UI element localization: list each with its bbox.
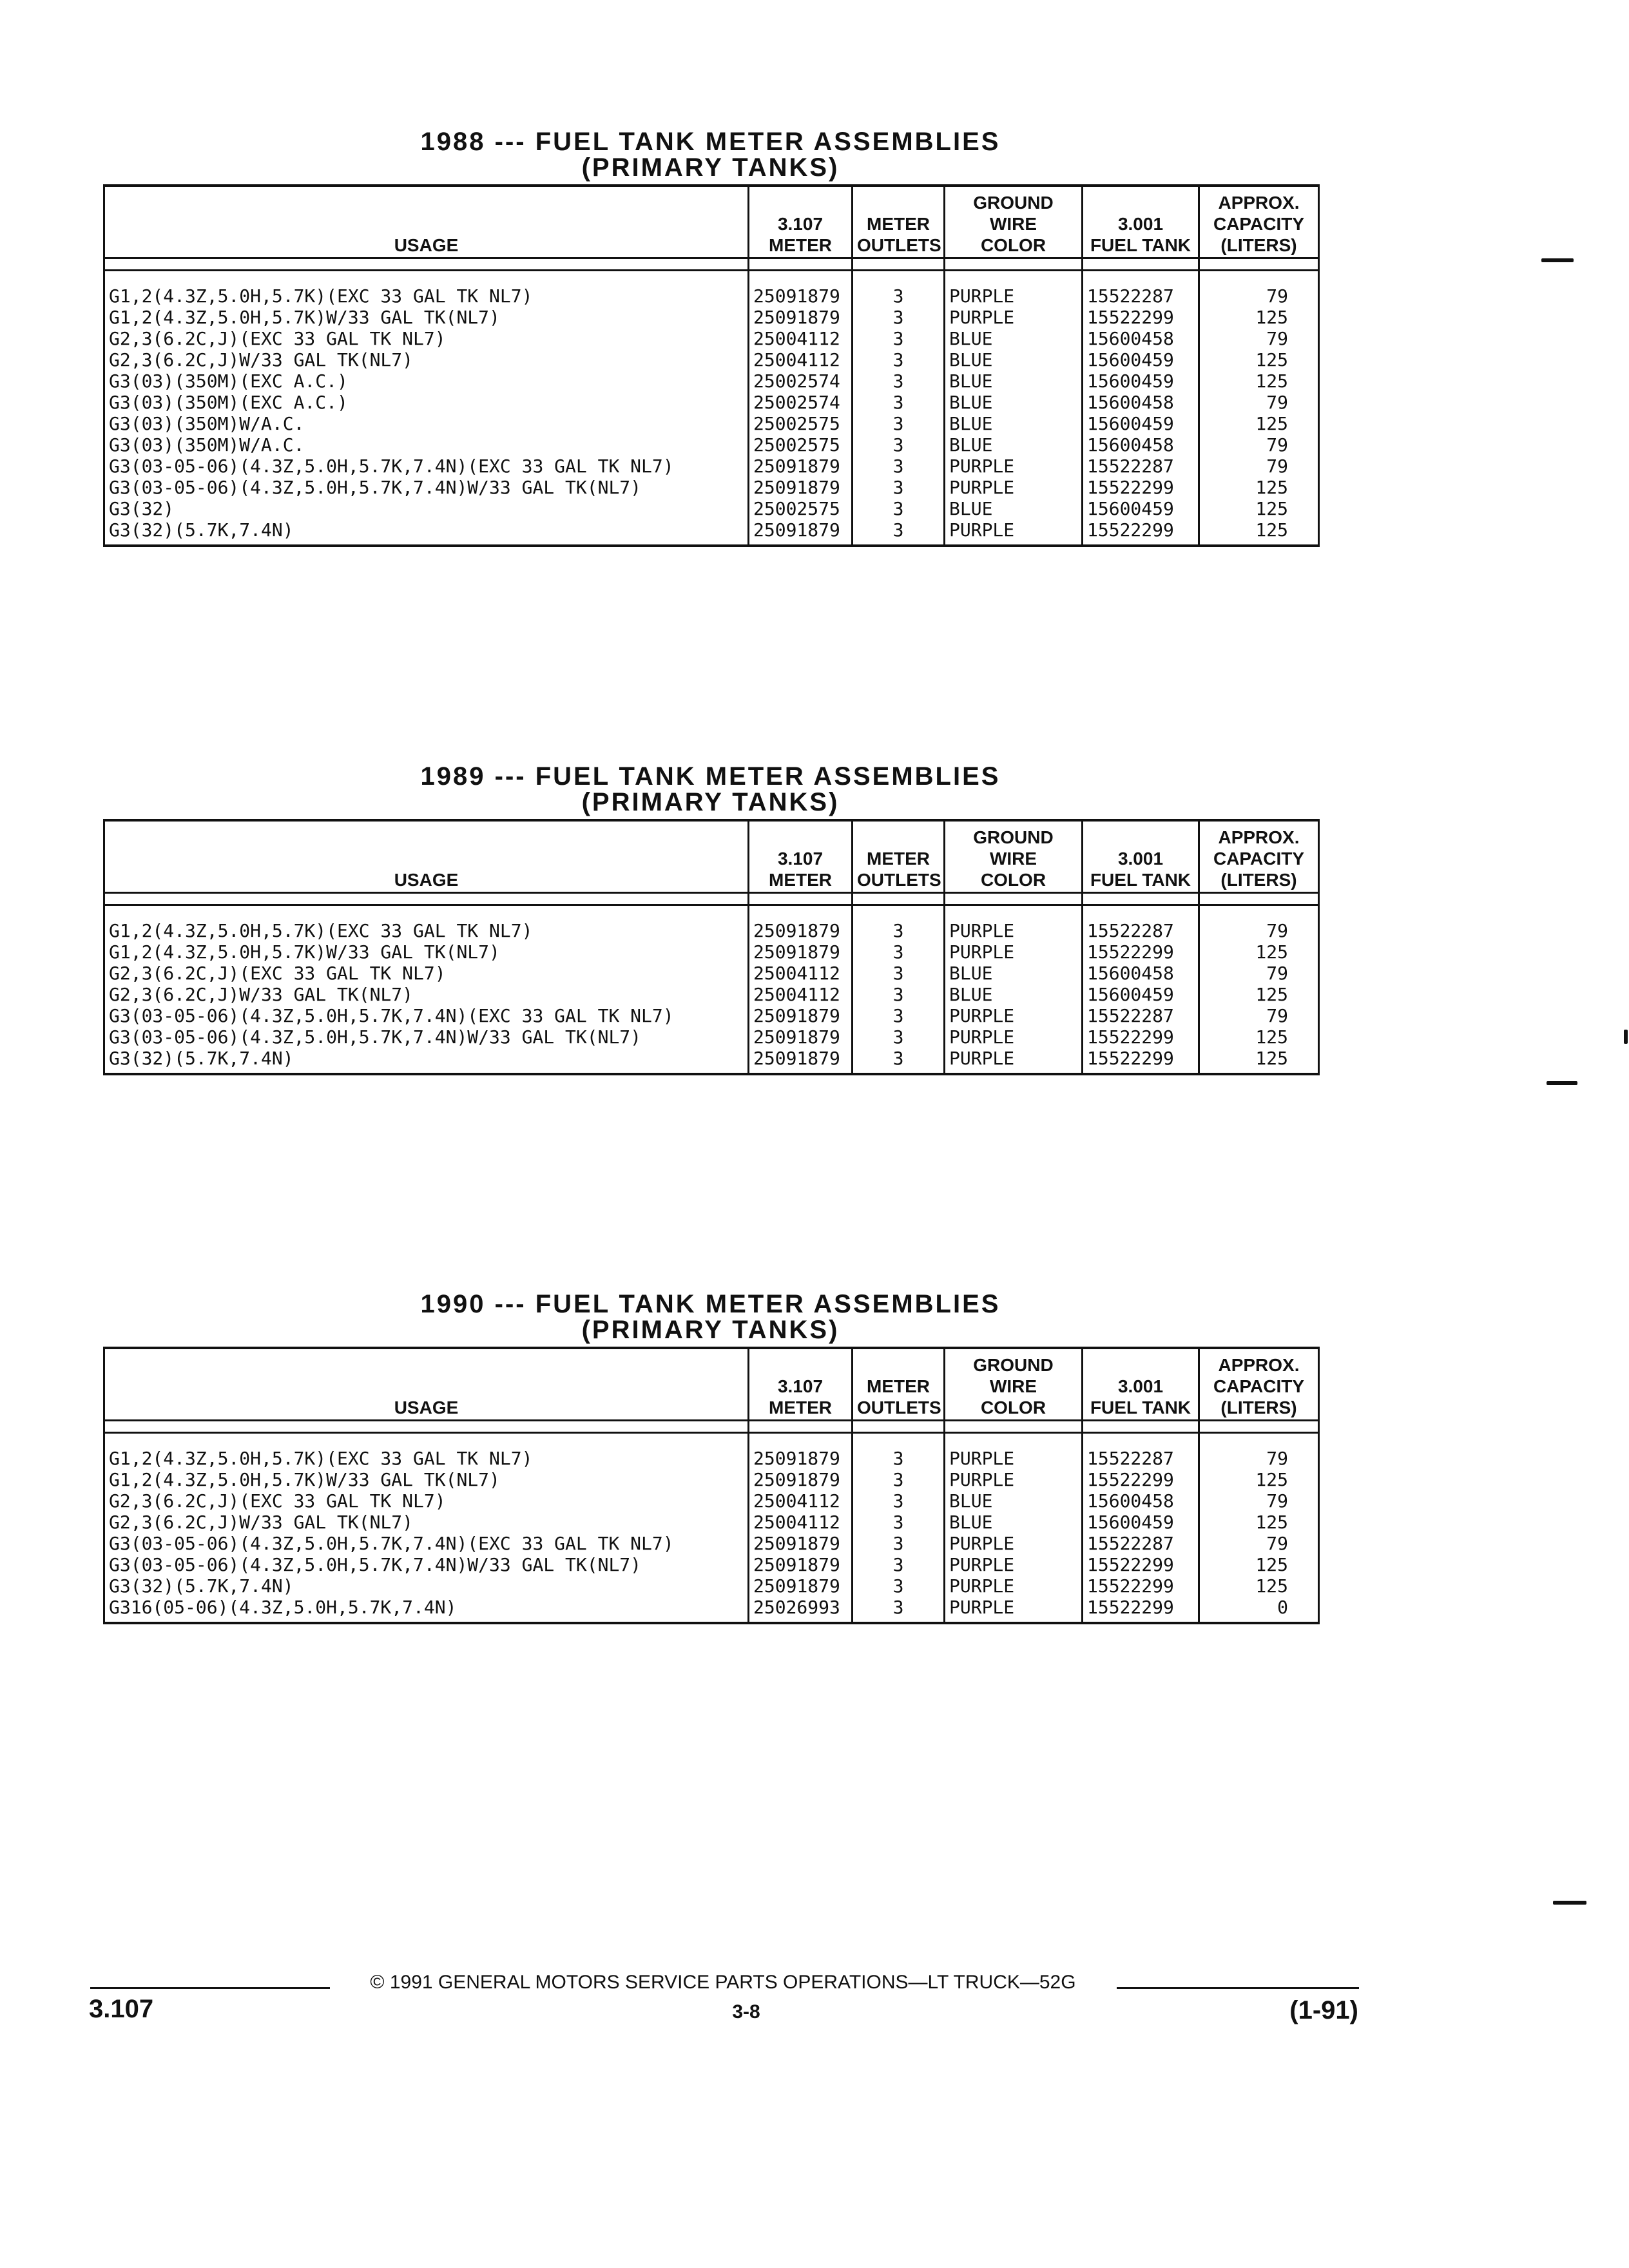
meter-part-number-cell: 25002575 [749,498,853,519]
footer-page-number: 3-8 [732,2001,760,2023]
fuel-tank-part-number-cell: 15522299 [1083,307,1199,328]
fuel-tank-part-number-cell: 15522299 [1083,477,1199,498]
ground-wire-color-cell: PURPLE [945,920,1083,941]
usage-cell: G3(32) [104,498,749,519]
meter-outlets-cell: 3 [853,477,945,498]
ground-wire-color-cell: BLUE [945,984,1083,1005]
capacity-cell: 79 [1199,456,1319,477]
usage-cell: G2,3(6.2C,J)(EXC 33 GAL TK NL7) [104,328,749,349]
fuel-tank-part-number-cell: 15600458 [1083,1490,1199,1512]
meter-part-number-cell: 25091879 [749,1026,853,1048]
meter-outlets-cell: 3 [853,1512,945,1533]
section-subtitle: (PRIMARY TANKS) [581,788,840,816]
usage-cell: G1,2(4.3Z,5.0H,5.7K)(EXC 33 GAL TK NL7) [104,1448,749,1469]
capacity-cell: 0 [1199,1597,1319,1623]
table-row [104,1005,1319,1026]
col-header-fuel-tank: 3.001 FUEL TANK [1083,820,1199,893]
table-row [104,984,1319,1005]
meter-part-number-cell: 25091879 [749,477,853,498]
margin-mark [1541,258,1574,262]
capacity-cell: 79 [1199,434,1319,456]
usage-cell: G3(03-05-06)(4.3Z,5.0H,5.7K,7.4N)(EXC 33 GAL TK NL7) [104,1005,749,1026]
page-footer [82,1965,1371,2042]
usage-cell: G3(03)(350M)(EXC A.C.) [104,392,749,413]
meter-part-number-cell: 25004112 [749,984,853,1005]
meter-part-number-cell: 25002574 [749,392,853,413]
fuel-tank-part-number-cell: 15600458 [1083,392,1199,413]
ground-wire-color-cell: BLUE [945,498,1083,519]
usage-cell: G1,2(4.3Z,5.0H,5.7K)(EXC 33 GAL TK NL7) [104,920,749,941]
ground-wire-color-cell: PURPLE [945,1048,1083,1074]
table-row [104,920,1319,941]
meter-outlets-cell: 3 [853,1026,945,1048]
meter-part-number-cell: 25026993 [749,1597,853,1623]
usage-cell: G3(32)(5.7K,7.4N) [104,1575,749,1597]
meter-part-number-cell: 25091879 [749,307,853,328]
ground-wire-color-cell: BLUE [945,370,1083,392]
usage-cell: G3(32)(5.7K,7.4N) [104,1048,749,1074]
capacity-cell: 79 [1199,1533,1319,1554]
capacity-cell: 79 [1199,1448,1319,1469]
capacity-cell: 125 [1199,307,1319,328]
meter-outlets-cell: 3 [853,349,945,370]
usage-cell: G3(03-05-06)(4.3Z,5.0H,5.7K,7.4N)(EXC 33 GAL TK NL7) [104,1533,749,1554]
meter-part-number-cell: 25002575 [749,434,853,456]
table-row [104,1469,1319,1490]
meter-outlets-cell: 3 [853,1533,945,1554]
usage-cell: G2,3(6.2C,J)(EXC 33 GAL TK NL7) [104,1490,749,1512]
fuel-tank-part-number-cell: 15522287 [1083,1448,1199,1469]
table-row [104,307,1319,328]
table-row [104,963,1319,984]
meter-outlets-cell: 3 [853,984,945,1005]
col-header-capacity: APPROX. CAPACITY (LITERS) [1199,186,1319,258]
usage-cell: G3(03-05-06)(4.3Z,5.0H,5.7K,7.4N)W/33 GAL TK(NL7) [104,477,749,498]
usage-cell: G3(03-05-06)(4.3Z,5.0H,5.7K,7.4N)W/33 GAL TK(NL7) [104,1026,749,1048]
fuel-tank-part-number-cell: 15522299 [1083,1048,1199,1074]
usage-cell: G2,3(6.2C,J)W/33 GAL TK(NL7) [104,1512,749,1533]
meter-table-1988 [103,184,1320,547]
meter-outlets-cell: 3 [853,1048,945,1074]
capacity-cell: 79 [1199,963,1319,984]
capacity-cell: 125 [1199,1575,1319,1597]
footer-section-code: 3.107 [89,1995,154,2023]
fuel-tank-part-number-cell: 15522299 [1083,1575,1199,1597]
meter-part-number-cell: 25091879 [749,1533,853,1554]
fuel-tank-part-number-cell: 15522287 [1083,285,1199,307]
meter-outlets-cell: 3 [853,307,945,328]
fuel-tank-part-number-cell: 15600458 [1083,434,1199,456]
meter-outlets-cell: 3 [853,498,945,519]
table-row [104,519,1319,546]
section-year: 1990 [420,1290,486,1318]
fuel-tank-part-number-cell: 15522287 [1083,1005,1199,1026]
footer-rule-right [1117,1987,1359,1989]
section-subtitle: (PRIMARY TANKS) [581,1316,840,1344]
ground-wire-color-cell: PURPLE [945,1026,1083,1048]
table-row [104,328,1319,349]
meter-outlets-cell: 3 [853,519,945,546]
section-title: FUEL TANK METER ASSEMBLIES [535,1290,1001,1318]
meter-outlets-cell: 3 [853,1490,945,1512]
col-header-ground-wire-color: GROUND WIRE COLOR [945,186,1083,258]
ground-wire-color-cell: BLUE [945,963,1083,984]
capacity-cell: 125 [1199,477,1319,498]
col-header-outlets: METER OUTLETS [853,186,945,258]
col-header-meter: 3.107 METER [749,186,853,258]
meter-part-number-cell: 25004112 [749,963,853,984]
margin-mark [1547,1081,1577,1085]
col-header-ground-wire-color: GROUND WIRE COLOR [945,1348,1083,1421]
fuel-tank-part-number-cell: 15600459 [1083,370,1199,392]
section-year: 1988 [420,128,486,156]
usage-cell: G3(03)(350M)(EXC A.C.) [104,370,749,392]
capacity-cell: 125 [1199,941,1319,963]
margin-mark [1553,1901,1586,1905]
meter-part-number-cell: 25091879 [749,285,853,307]
meter-part-number-cell: 25091879 [749,941,853,963]
meter-part-number-cell: 25004112 [749,328,853,349]
fuel-tank-part-number-cell: 15522287 [1083,920,1199,941]
table-row [104,477,1319,498]
col-header-ground-wire-color: GROUND WIRE COLOR [945,820,1083,893]
section-1990 [103,1290,1318,1624]
meter-outlets-cell: 3 [853,413,945,434]
col-header-fuel-tank: 3.001 FUEL TANK [1083,1348,1199,1421]
usage-cell: G1,2(4.3Z,5.0H,5.7K)W/33 GAL TK(NL7) [104,307,749,328]
meter-table-1990 [103,1347,1320,1624]
meter-outlets-cell: 3 [853,392,945,413]
col-header-usage: USAGE [104,820,749,893]
col-header-meter: 3.107 METER [749,820,853,893]
capacity-cell: 125 [1199,370,1319,392]
usage-cell: G1,2(4.3Z,5.0H,5.7K)W/33 GAL TK(NL7) [104,1469,749,1490]
meter-outlets-cell: 3 [853,1005,945,1026]
meter-outlets-cell: 3 [853,328,945,349]
meter-part-number-cell: 25091879 [749,1554,853,1575]
ground-wire-color-cell: PURPLE [945,285,1083,307]
table-row [104,1575,1319,1597]
section-1988 [103,128,1318,547]
section-title: FUEL TANK METER ASSEMBLIES [535,128,1001,156]
footer-date-code: (1-91) [1289,1996,1358,2024]
usage-cell: G3(03-05-06)(4.3Z,5.0H,5.7K,7.4N)(EXC 33 GAL TK NL7) [104,456,749,477]
section-heading [103,1290,1318,1347]
fuel-tank-part-number-cell: 15600458 [1083,963,1199,984]
section-title: FUEL TANK METER ASSEMBLIES [535,762,1001,791]
ground-wire-color-cell: PURPLE [945,1575,1083,1597]
section-heading [103,128,1318,184]
ground-wire-color-cell: PURPLE [945,477,1083,498]
usage-cell: G3(03)(350M)W/A.C. [104,413,749,434]
table-header-row [104,820,1319,893]
meter-part-number-cell: 25091879 [749,456,853,477]
capacity-cell: 79 [1199,1490,1319,1512]
table-row [104,1533,1319,1554]
table-row [104,456,1319,477]
col-header-capacity: APPROX. CAPACITY (LITERS) [1199,820,1319,893]
usage-cell: G3(03-05-06)(4.3Z,5.0H,5.7K,7.4N)W/33 GAL TK(NL7) [104,1554,749,1575]
meter-part-number-cell: 25091879 [749,1469,853,1490]
fuel-tank-part-number-cell: 15522287 [1083,456,1199,477]
capacity-cell: 125 [1199,1048,1319,1074]
section-year: 1989 [420,762,486,791]
table-row [104,1597,1319,1623]
table-header-row [104,1348,1319,1421]
ground-wire-color-cell: BLUE [945,434,1083,456]
usage-cell: G1,2(4.3Z,5.0H,5.7K)(EXC 33 GAL TK NL7) [104,285,749,307]
fuel-tank-part-number-cell: 15522299 [1083,1554,1199,1575]
col-header-fuel-tank: 3.001 FUEL TANK [1083,186,1199,258]
section-1989 [103,762,1318,1075]
meter-outlets-cell: 3 [853,941,945,963]
meter-outlets-cell: 3 [853,1554,945,1575]
meter-part-number-cell: 25091879 [749,1048,853,1074]
fuel-tank-part-number-cell: 15522299 [1083,519,1199,546]
meter-outlets-cell: 3 [853,370,945,392]
capacity-cell: 79 [1199,1005,1319,1026]
capacity-cell: 79 [1199,920,1319,941]
usage-cell: G316(05-06)(4.3Z,5.0H,5.7K,7.4N) [104,1597,749,1623]
meter-outlets-cell: 3 [853,920,945,941]
table-row [104,1554,1319,1575]
ground-wire-color-cell: BLUE [945,392,1083,413]
meter-outlets-cell: 3 [853,285,945,307]
capacity-cell: 125 [1199,1512,1319,1533]
table-header-row [104,186,1319,258]
table-row [104,1026,1319,1048]
meter-part-number-cell: 25091879 [749,1448,853,1469]
fuel-tank-part-number-cell: 15522299 [1083,1026,1199,1048]
footer-copyright: © 1991 GENERAL MOTORS SERVICE PARTS OPERATIONS—LT TRUCK—52G [370,1972,1076,1993]
ground-wire-color-cell: BLUE [945,328,1083,349]
table-row [104,285,1319,307]
fuel-tank-part-number-cell: 15600459 [1083,349,1199,370]
ground-wire-color-cell: PURPLE [945,1597,1083,1623]
meter-outlets-cell: 3 [853,1575,945,1597]
fuel-tank-part-number-cell: 15600459 [1083,413,1199,434]
meter-part-number-cell: 25091879 [749,1575,853,1597]
meter-table-1989 [103,819,1320,1075]
col-header-capacity: APPROX. CAPACITY (LITERS) [1199,1348,1319,1421]
meter-part-number-cell: 25002575 [749,413,853,434]
capacity-cell: 125 [1199,413,1319,434]
table-row [104,370,1319,392]
meter-outlets-cell: 3 [853,1597,945,1623]
section-heading [103,762,1318,819]
meter-part-number-cell: 25091879 [749,519,853,546]
ground-wire-color-cell: PURPLE [945,519,1083,546]
usage-cell: G3(03)(350M)W/A.C. [104,434,749,456]
usage-cell: G1,2(4.3Z,5.0H,5.7K)W/33 GAL TK(NL7) [104,941,749,963]
meter-outlets-cell: 3 [853,963,945,984]
ground-wire-color-cell: BLUE [945,1512,1083,1533]
ground-wire-color-cell: BLUE [945,349,1083,370]
col-header-usage: USAGE [104,186,749,258]
usage-cell: G2,3(6.2C,J)(EXC 33 GAL TK NL7) [104,963,749,984]
usage-cell: G2,3(6.2C,J)W/33 GAL TK(NL7) [104,349,749,370]
capacity-cell: 125 [1199,1554,1319,1575]
ground-wire-color-cell: PURPLE [945,1005,1083,1026]
fuel-tank-part-number-cell: 15522287 [1083,1533,1199,1554]
ground-wire-color-cell: PURPLE [945,1554,1083,1575]
meter-outlets-cell: 3 [853,456,945,477]
col-header-outlets: METER OUTLETS [853,1348,945,1421]
fuel-tank-part-number-cell: 15600459 [1083,984,1199,1005]
table-row [104,1490,1319,1512]
heading-line-1: 1988 --- FUEL TANK METER ASSEMBLIES [420,128,1001,156]
capacity-cell: 79 [1199,392,1319,413]
usage-cell: G2,3(6.2C,J)W/33 GAL TK(NL7) [104,984,749,1005]
table-row [104,498,1319,519]
fuel-tank-part-number-cell: 15600459 [1083,498,1199,519]
meter-outlets-cell: 3 [853,1448,945,1469]
fuel-tank-part-number-cell: 15522299 [1083,1469,1199,1490]
ground-wire-color-cell: PURPLE [945,307,1083,328]
capacity-cell: 125 [1199,984,1319,1005]
meter-part-number-cell: 25004112 [749,1490,853,1512]
footer-rule-left [90,1987,330,1989]
col-header-outlets: METER OUTLETS [853,820,945,893]
fuel-tank-part-number-cell: 15600458 [1083,328,1199,349]
heading-line-1: 1990 --- FUEL TANK METER ASSEMBLIES [420,1290,1001,1318]
meter-part-number-cell: 25091879 [749,920,853,941]
fuel-tank-part-number-cell: 15522299 [1083,941,1199,963]
col-header-usage: USAGE [104,1348,749,1421]
capacity-cell: 125 [1199,519,1319,546]
fuel-tank-part-number-cell: 15522299 [1083,1597,1199,1623]
capacity-cell: 79 [1199,328,1319,349]
table-row [104,434,1319,456]
ground-wire-color-cell: PURPLE [945,1469,1083,1490]
heading-line-1: 1989 --- FUEL TANK METER ASSEMBLIES [420,762,1001,791]
section-subtitle: (PRIMARY TANKS) [581,153,840,182]
meter-part-number-cell: 25091879 [749,1005,853,1026]
table-row [104,349,1319,370]
table-row [104,392,1319,413]
ground-wire-color-cell: PURPLE [945,941,1083,963]
col-header-meter: 3.107 METER [749,1348,853,1421]
table-row [104,1048,1319,1074]
table-row [104,1512,1319,1533]
meter-part-number-cell: 25002574 [749,370,853,392]
ground-wire-color-cell: PURPLE [945,456,1083,477]
ground-wire-color-cell: BLUE [945,413,1083,434]
table-row [104,413,1319,434]
usage-cell: G3(32)(5.7K,7.4N) [104,519,749,546]
table-row [104,941,1319,963]
meter-part-number-cell: 25004112 [749,349,853,370]
fuel-tank-part-number-cell: 15600459 [1083,1512,1199,1533]
capacity-cell: 125 [1199,498,1319,519]
ground-wire-color-cell: PURPLE [945,1533,1083,1554]
meter-outlets-cell: 3 [853,1469,945,1490]
capacity-cell: 125 [1199,349,1319,370]
table-row [104,1448,1319,1469]
ground-wire-color-cell: BLUE [945,1490,1083,1512]
margin-mark [1624,1030,1628,1044]
meter-part-number-cell: 25004112 [749,1512,853,1533]
capacity-cell: 79 [1199,285,1319,307]
capacity-cell: 125 [1199,1469,1319,1490]
meter-outlets-cell: 3 [853,434,945,456]
capacity-cell: 125 [1199,1026,1319,1048]
ground-wire-color-cell: PURPLE [945,1448,1083,1469]
